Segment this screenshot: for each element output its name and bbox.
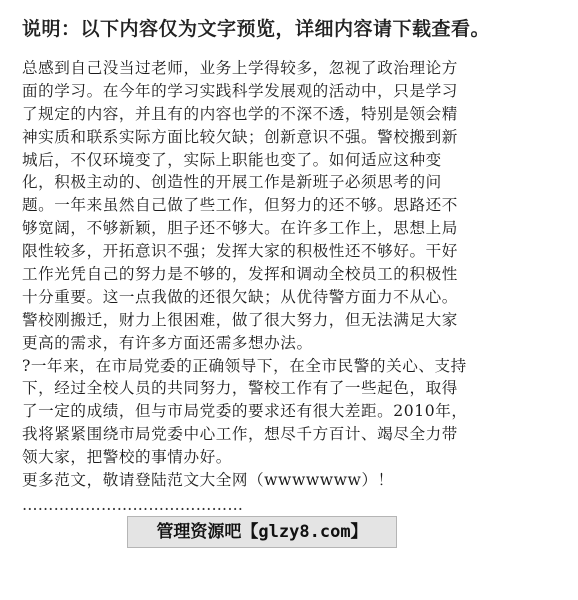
watermark-badge: 管理资源吧【glzy8.com】 xyxy=(127,516,397,548)
text-line: 够宽阔，不够新颖，胆子还不够大。在许多工作上，思想上局 xyxy=(22,219,458,238)
text-line: 更高的需求，有许多方面还需多想办法。 xyxy=(22,333,313,352)
dotted-divider-row xyxy=(22,492,554,515)
text-line: 我将紧紧围绕市局党委中心工作，想尽千方百计、竭尽全力带 xyxy=(22,425,458,444)
text-line: 化，积极主动的、创造性的开展工作是新班子必须思考的问 xyxy=(22,173,442,192)
dotted-divider: …………………………………… xyxy=(22,495,244,514)
text-line: 神实质和联系实际方面比较欠缺；创新意识不强。警校搬到新 xyxy=(22,127,458,146)
text-line: 下，经过全校人员的共同努力，警校工作有了一些起色，取得 xyxy=(22,379,458,398)
text-line: 十分重要。这一点我做的还很欠缺；从优待警方面力不从心。 xyxy=(22,287,458,306)
more-articles-link[interactable]: 更多范文，敬请登陆范文大全网（wwwwwww）！ xyxy=(22,471,394,490)
text-line: 了规定的内容，并且有的内容也学的不深不透，特别是领会精 xyxy=(22,104,458,123)
text-line: 总感到自己没当过老师，业务上学得较多，忽视了政治理论方 xyxy=(22,59,458,77)
preview-notice: 说明：以下内容仅为文字预览，详细内容请下载查看。 xyxy=(22,18,491,40)
text-line: 面的学习。在今年的学习实践科学发展观的活动中，只是学习 xyxy=(22,81,458,100)
text-line: 工作光凭自己的努力是不够的，发挥和调动全校员工的积极性 xyxy=(22,265,458,284)
text-line: 限性较多，开拓意识不强；发挥大家的积极性还不够好。干好 xyxy=(22,242,458,261)
text-line: ?一年来，在市局党委的正确领导下，在全市民警的关心、支持 xyxy=(22,356,467,375)
text-line: 警校刚搬迁，财力上很困难，做了很大努力，但无法满足大家 xyxy=(22,310,458,329)
text-line: 领大家，把警校的事情办好。 xyxy=(22,448,232,467)
text-line: 题。一年来虽然自己做了些工作，但努力的还不够。思路还不 xyxy=(22,196,458,215)
document-body xyxy=(22,57,554,515)
text-line: 城后，不仅环境变了，实际上职能也变了。如何适应这种变 xyxy=(22,150,442,169)
text-line: 了一定的成绩，但与市局党委的要求还有很大差距。2010年， xyxy=(22,402,468,421)
